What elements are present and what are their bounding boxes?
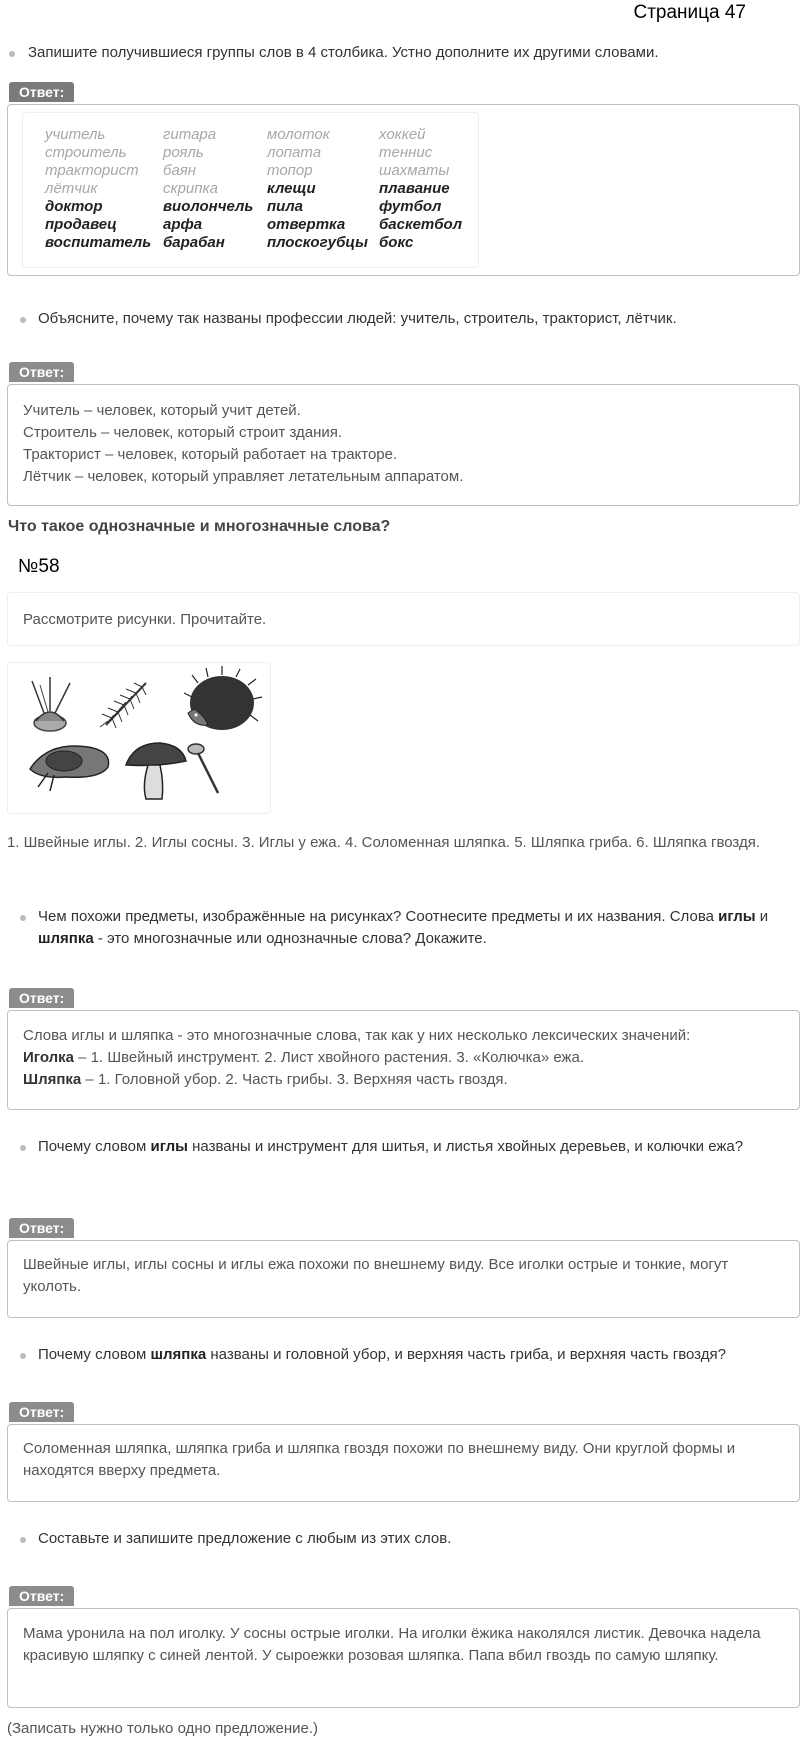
illustration-card (7, 662, 271, 814)
pine-needles-illustration (100, 683, 146, 728)
word-gray: тракторист (45, 162, 139, 179)
word-gray: молоток (267, 126, 330, 143)
task-text: Рассмотрите рисунки. Прочитайте. (23, 611, 267, 628)
question-3-text: и (755, 908, 769, 925)
definition: – 1. Головной убор. 2. Часть грибы. 3. Верхняя часть гвоздя. (81, 1071, 508, 1088)
word-bold: плоскогубцы (267, 234, 368, 251)
hedgehog-illustration (184, 666, 262, 730)
mushroom-illustration (126, 743, 186, 799)
answer-2-line: Тракторист – человек, который работает на тракторе. (23, 446, 398, 463)
question-3 (38, 906, 793, 950)
answer-4-text: Швейные иглы, иглы сосны и иглы ежа похожи по внешнему виду. Все иголки острые и тонкие, могут уколоть. (23, 1256, 729, 1295)
question-1-text: Запишите получившиеся группы слов в 4 столбика. Устно дополните их другими словами. (28, 44, 659, 61)
answer-5-text: Соломенная шляпка, шляпка гриба и шляпка гвоздя похожи по внешнему виду. Они круглой формы и находятся вверху предмета. (23, 1440, 736, 1479)
word-gray: шахматы (379, 162, 450, 179)
question-6 (38, 1528, 788, 1550)
definition: – 1. Швейный инструмент. 2. Лист хвойного растения. 3. «Колючка» ежа. (74, 1049, 585, 1066)
word-gray: строитель (45, 144, 127, 161)
question-3-text: - это многозначные или однозначные слова? Докажите. (93, 930, 487, 947)
term-shlyapka: Шляпка (23, 1071, 82, 1088)
answer-label: Ответ: (9, 1402, 74, 1422)
keyword-shlyapka: шляпка (150, 1346, 207, 1363)
word-bold: продавец (45, 216, 117, 233)
answer-label: Ответ: (9, 82, 74, 102)
sewing-needles-illustration (32, 677, 70, 731)
question-5 (38, 1344, 798, 1366)
word-column-2 (163, 126, 253, 252)
question-3-text: Чем похожи предметы, изображённые на рисунках? Соотнесите предметы и их названия. Слова (38, 908, 719, 925)
answer-3-line (23, 1069, 784, 1091)
word-column-4 (379, 126, 462, 252)
term-igolka: Иголка (23, 1049, 74, 1066)
word-bold: клещи (267, 180, 316, 197)
answer-label: Ответ: (9, 988, 74, 1008)
word-bold: пила (267, 198, 303, 215)
answer-2-line: Строитель – человек, который строит здания. (23, 424, 343, 441)
word-gray: лётчик (45, 180, 98, 197)
word-gray: скрипка (163, 180, 218, 197)
page-number: Страница 47 (633, 2, 746, 23)
word-gray: рояль (163, 144, 204, 161)
answer-2-line: Учитель – человек, который учит детей. (23, 402, 301, 419)
keyword-shlyapka: шляпка (38, 930, 94, 947)
question-4 (38, 1136, 778, 1158)
word-gray: топор (267, 162, 313, 179)
keyword-igly: иглы (718, 908, 756, 925)
word-bold: бокс (379, 234, 414, 251)
word-gray: учитель (45, 126, 106, 143)
word-gray: лопата (267, 144, 322, 161)
answer-label: Ответ: (9, 1218, 74, 1238)
word-gray: теннис (379, 144, 433, 161)
task-box (7, 592, 800, 646)
answer-label: Ответ: (9, 1586, 74, 1606)
word-table (22, 112, 479, 268)
question-5-text: названы и головной убор, и верхняя часть гриба, и верхняя часть гвоздя? (206, 1346, 726, 1363)
answer-3-line: Слова иглы и шляпка - это многозначные слова, так как у них несколько лексических значений: (23, 1027, 691, 1044)
word-bold: доктор (45, 198, 103, 215)
word-bold: отвертка (267, 216, 346, 233)
question-6-text: Составьте и запишите предложение с любым из этих слов. (38, 1530, 452, 1547)
word-gray: баян (163, 162, 197, 179)
answer-label: Ответ: (9, 362, 74, 382)
exercise-number: №58 (18, 556, 60, 577)
word-bold: арфа (163, 216, 203, 233)
word-bold: футбол (379, 198, 442, 215)
illustration (8, 663, 270, 813)
question-1 (28, 42, 788, 64)
answer-box-6 (7, 1608, 800, 1708)
word-bold: баскетбол (379, 216, 463, 233)
question-4-text: Почему словом (38, 1138, 151, 1155)
word-bold: воспитатель (45, 234, 152, 251)
question-2-text: Объясните, почему так названы профессии людей: учитель, строитель, тракторист, лётчик. (38, 310, 677, 327)
answer-box-2 (7, 384, 800, 506)
word-gray: хоккей (379, 126, 426, 143)
answer-box-4 (7, 1240, 800, 1318)
section-heading: Что такое однозначные и многозначные слова? (8, 518, 391, 535)
answer-box-3 (7, 1010, 800, 1110)
straw-hat-illustration (30, 746, 109, 791)
word-column-1 (45, 126, 151, 252)
nail-illustration (188, 744, 218, 793)
word-bold: плавание (379, 180, 450, 197)
word-bold: виолончель (163, 198, 254, 215)
word-column-3 (267, 126, 368, 252)
answer-2-line: Лётчик – человек, который управляет летательным аппаратом. (23, 468, 464, 485)
answer-box-5 (7, 1424, 800, 1502)
word-bold: барабан (163, 234, 225, 251)
answer-6-text: Мама уронила на пол иголку. У сосны острые иголки. На иголки ёжика наколялся листик. Девочка надела красивую шляпку с синей лентой. У сыроежки розовая шляпка. Папа вбил гвоздь по самую шляпку. (23, 1625, 761, 1664)
word-gray: гитара (163, 126, 217, 143)
note: (Записать нужно только одно предложение.) (7, 1720, 318, 1737)
question-2 (38, 308, 788, 330)
answer-3-line (23, 1047, 784, 1069)
illustration-caption: 1. Швейные иглы. 2. Иглы сосны. 3. Иглы у ежа. 4. Соломенная шляпка. 5. Шляпка гриба. 6. Шляпка гвоздя. (7, 834, 761, 851)
question-4-text: названы и инструмент для шитья, и листья хвойных деревьев, и колючки ежа? (187, 1138, 744, 1155)
question-5-text: Почему словом (38, 1346, 151, 1363)
keyword-igly: иглы (150, 1138, 188, 1155)
